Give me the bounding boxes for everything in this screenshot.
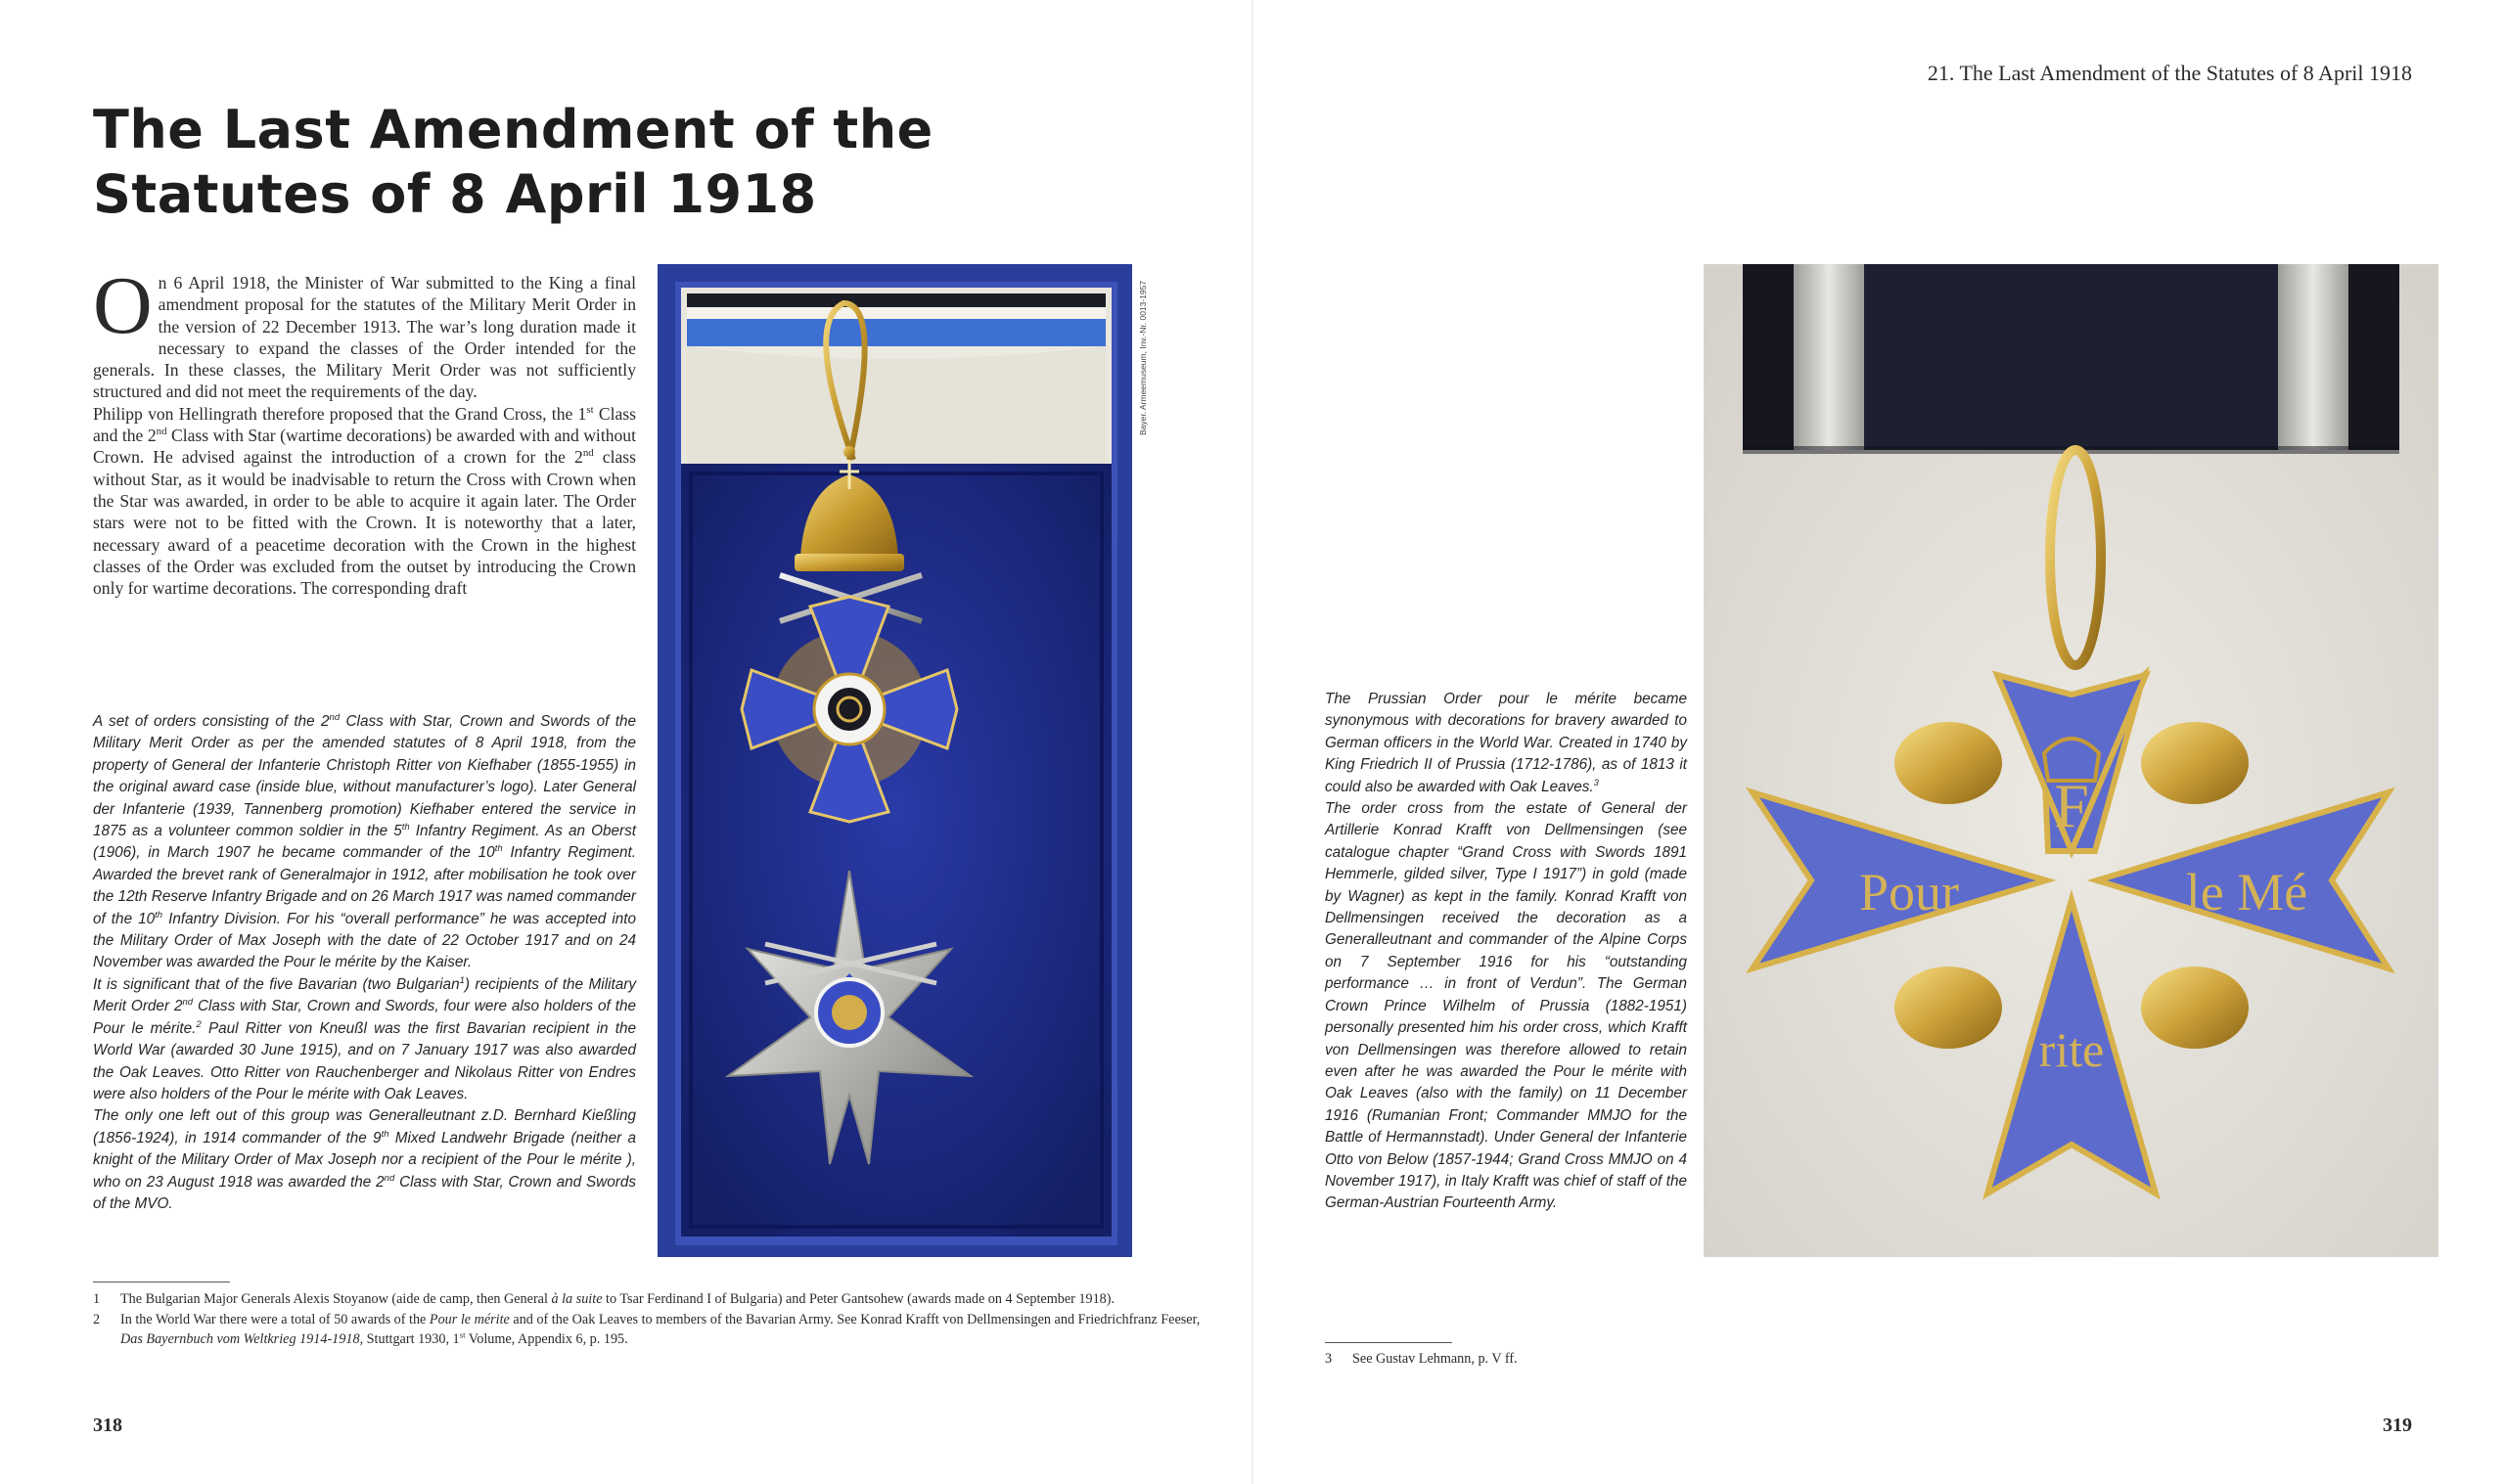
medal-initial: F <box>2054 771 2089 840</box>
body-paragraph-2: Philipp von Hellingrath therefore proposed that the Grand Cross, the 1st Class and the 2nd Class with Star (wartime decorations) be awarded with and without Crown. He advised against the introduction of a crown for the 2nd class without Star, as it would be inadvisable to return the Cross with Crown when the Star was awarded, in order to be able to acquire it again later. The Order stars were not to be fitted with the Crown. It is noteworthy that a later, necessary award of a peacetime decoration with the Crown in the highest classes of the Order was excluded from the outset by introducing the Crown only for wartime decorations. The corresponding draft <box>93 403 636 599</box>
medal-text-left: Pour <box>1858 863 1960 922</box>
left-photo-caption <box>93 711 636 1215</box>
medal-case-illustration <box>658 264 1132 1257</box>
body-paragraph-1: On 6 April 1918, the Minister of War submitted to the King a final amendment proposal for the statutes of the Military Merit Order in the version of 22 December 1913. The war’s long duration made it necessary to expand the classes of the Order intended for the generals. In these classes, the Military Merit Order was not sufficiently structured and did not meet the requirements of the day. <box>93 260 636 402</box>
ribbon-white-stripe <box>687 307 1106 319</box>
title-line-1: The Last Amendment of the <box>93 99 934 160</box>
running-head: 21. The Last Amendment of the Statutes of 8 April 1918 <box>1927 61 2412 85</box>
footnote-1: 1 The Bulgarian Major Generals Alexis Stoyanow (aide de camp, then General à la suite to Tsar Ferdinand I of Bulgaria) and Peter Gantsohew (awards made on 4 September 1918). <box>93 1291 1116 1307</box>
drop-cap: O <box>93 260 153 351</box>
medal-text-right: le Mé <box>2185 863 2308 922</box>
pour-le-merite-photo <box>1704 264 2438 1257</box>
medal-text-bottom: rite <box>2038 1022 2105 1077</box>
caption-paragraph-2: It is significant that of the five Bavarian (two Bulgarian$^1$) recipients of the Military Merit Order 2nd Class with Star, Crown and Swords, four were also holders of the Pour le mérite.$^2$ Paul Ritter von Kneußl was the first Bavarian recipient in the World War (awarded 30 June 1915), and on 7 January 1917 was also awarded the Oak Leaves. Otto Ritter von Rauchenberger and Nikolaus Ritter von Endres were also holders of the Pour le mérite with Oak Leaves. <box>93 974 637 1102</box>
ribbon-blue-stripe <box>687 319 1106 346</box>
body-text <box>93 260 636 599</box>
right-photo-caption <box>1325 689 1687 1215</box>
title-line-2: Statutes of 8 April 1918 <box>93 163 817 225</box>
pour-le-merite-illustration <box>1704 264 2438 1257</box>
page-number-left: 318 <box>93 1415 122 1436</box>
caption-right-paragraph-2: The order cross from the estate of General der Artillerie Konrad Krafft von Dellmensingen (see catalogue chapter “Grand Cross with Swords 1891 Hemmerle, gilded silver, Type I 1917”) in gold (made by Wagner) as kept in the family. Konrad Krafft von Dellmensingen received the decoration as a Generalleutnant and commander of the Alpine Corps on 7 September 1916 for his “outstanding performance … in front of Verdun”. The German Crown Prince Wilhelm of Prussia (1882-1951) personally presented him his order cross, which Krafft von Dellmensingen was therefore allowed to retain even after he was awarded the Pour le mérite with Oak Leaves (also with the family) on 11 December 1916 (Rumanian Front; Commander MMJO for the Battle of Hermannstadt). Under General der Infanterie Otto von Below (1857-1944; Grand Cross MMJO on 4 November 1917), in Italy Krafft was chief of staff of the German-Austrian Fourteenth Army. <box>1325 800 1687 1212</box>
velvet-insert <box>681 464 1112 1237</box>
caption-paragraph-1: A set of orders consisting of the 2nd Class with Star, Crown and Swords of the Military Merit Order as per the amended statutes of 8 April 1918, from the property of General der Infanterie Christoph Ritter von Kiefhaber (1855-1955) in the original award case (inside blue, without manufacturer’s logo). Later General der Infanterie (1939, Tannenberg promotion) Kiefhaber entered the service in 1875 as a volunteer common soldier in the 5th Infantry Regiment. As an Oberst (1906), in March 1907 he became commander of the 10th Infantry Regiment. Awarded the brevet rank of Generalmajor in 1912, after mobilisation he took over the 12th Reserve Infantry Brigade and on 26 March 1917 was named commander of the 10th Infantry Division. For his “overall performance” he was accepted into the Military Order of Max Joseph with the date of 22 October 1917 and on 24 November was awarded the Pour le mérite by the Kaiser. <box>93 711 637 971</box>
ribbon <box>1743 264 2399 454</box>
book-gutter <box>1252 0 1253 1484</box>
caption-paragraph-3: The only one left out of this group was Generalleutnant z.D. Bernhard Kießling (1856-1924), in 1914 commander of the 9th Mixed Landwehr Brigade (neither a knight of the Military Order of Max Joseph nor a recipient of the Pour le mérite ), who on 23 August 1918 was awarded the 2nd Class with Star, Crown and Swords of the MVO. <box>93 1107 636 1212</box>
footnote-2: 2 In the World War there were a total of 50 awards of the Pour le mérite and of the Oak Leaves to members of the Bavarian Army. See Konrad Krafft von Dellmensingen and Friedrichfranz Feeser, Das Bayernbuch vom Weltkrieg 1914-1918, Stuttgart 1930, 1st Volume, Appendix 6, p. 195. <box>93 1311 1201 1347</box>
footnotes-left <box>93 1289 1207 1350</box>
footnote-rule-right <box>1325 1342 1452 1343</box>
photo-credit: Bayer. Armeemuseum, Inv.-Nr. 0013-1957 <box>1138 280 1148 435</box>
footnote-3: 3 See Gustav Lehmann, p. V ff. <box>1325 1351 1518 1367</box>
ribbon-black-stripe <box>687 293 1106 307</box>
footnotes-right <box>1325 1349 1814 1370</box>
page-number-right: 319 <box>2383 1415 2412 1436</box>
caption-right-paragraph-1: The Prussian Order pour le mérite became synonymous with decorations for bravery awarded to German officers in the World War. Created in 1740 by King Friedrich II of Prussia (1712-1786), as of 1813 it could also be awarded with Oak Leaves.$^3$ <box>1325 691 1687 795</box>
medal-case-photo <box>658 264 1132 1257</box>
page-title <box>93 98 934 227</box>
